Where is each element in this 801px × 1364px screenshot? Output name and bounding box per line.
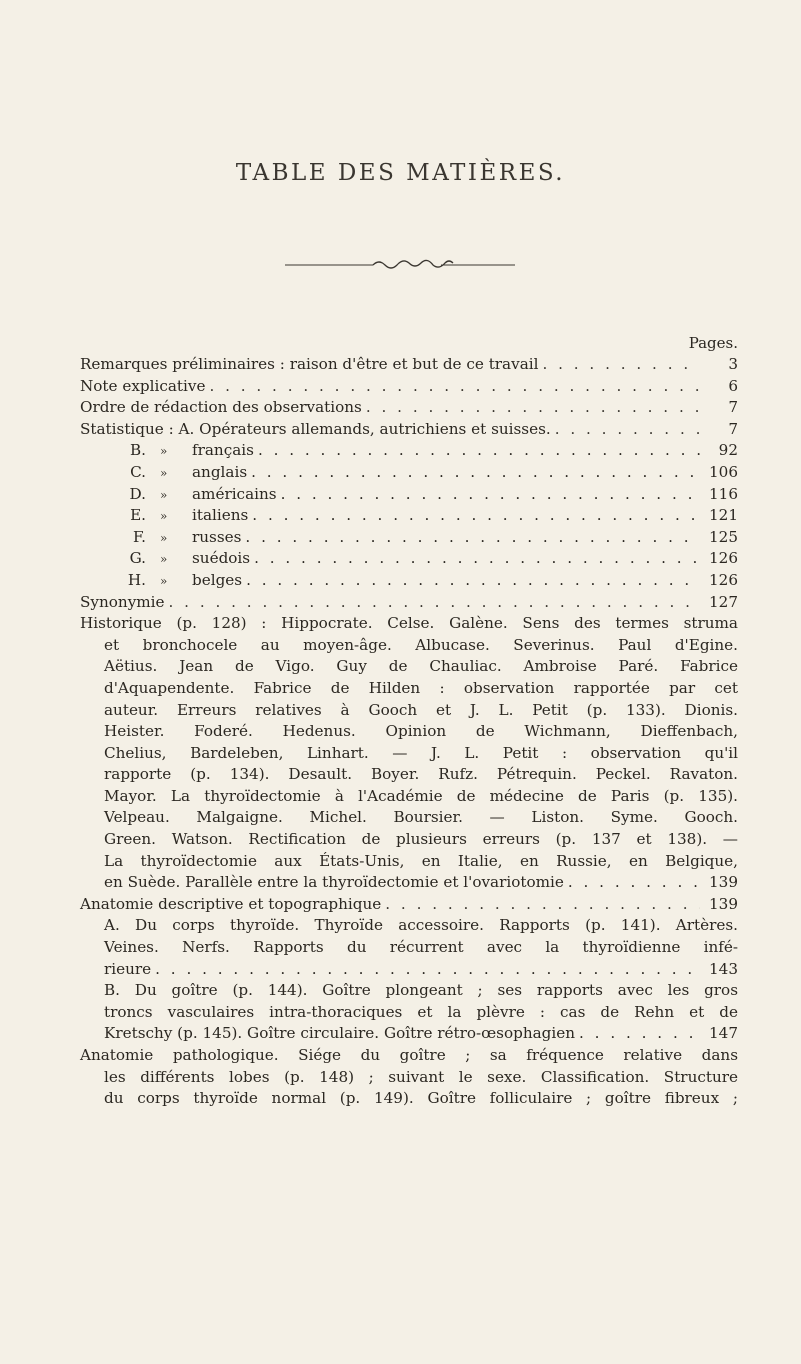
text-line: d'Aquapendente. Fabrice de Hilden : observation rapportée par cet	[104, 678, 738, 697]
text-line-with-page	[80, 872, 738, 894]
page-number: 126	[709, 570, 738, 589]
dot-leader	[568, 872, 700, 894]
page-number: 125	[709, 527, 738, 546]
dot-leader	[252, 505, 700, 527]
dot-leader	[251, 462, 700, 484]
text-line: A. Du corps thyroïde. Thyroïde accessoire. Rapports (p. 141). Artères.	[104, 916, 738, 935]
dot-leader	[169, 592, 700, 614]
text-line: La thyroïdectomie aux États-Unis, en Italie, en Russie, en Belgique,	[104, 851, 738, 870]
text-line: et bronchocele au moyen-âge. Albucase. Severinus. Paul d'Egine.	[104, 635, 738, 654]
dot-leader	[155, 959, 700, 981]
stat-label: russes	[192, 527, 242, 546]
text-line: Chelius, Bardeleben, Linhart. — J. L. Petit : observation qu'il	[104, 743, 738, 762]
stat-letter: H.	[127, 570, 146, 589]
page-number: 143	[709, 959, 738, 978]
stat-row	[80, 548, 738, 570]
dot-leader	[246, 570, 700, 592]
text-line: B. Du goître (p. 144). Goître plongeant ; ses rapports avec les gros	[104, 981, 738, 1000]
page-number: 139	[709, 894, 738, 913]
ditto-mark: »	[160, 530, 168, 545]
text-line: Velpeau. Malgaigne. Michel. Boursier. — Liston. Syme. Gooch.	[104, 808, 738, 827]
text-line: en Suède. Parallèle entre la thyroïdectomie et l'ovariotomie	[104, 873, 564, 892]
text-line-with-page	[104, 1023, 738, 1045]
text-line: auteur. Erreurs relatives à Gooch et J. L. Petit (p. 133). Dionis.	[104, 700, 738, 719]
page-number: 6	[728, 376, 738, 395]
stat-label: italiens	[192, 506, 249, 525]
page-number: 7	[728, 419, 738, 438]
ditto-mark: »	[160, 509, 168, 524]
text-line: Veines. Nerfs. Rapports du récurrent avec la thyroïdienne infé-	[104, 938, 738, 957]
dot-leader	[579, 1023, 700, 1045]
pathologique-paragraph	[80, 1045, 738, 1110]
dot-leader	[258, 440, 700, 462]
page-number: 116	[709, 484, 738, 503]
page-number: 92	[718, 441, 738, 460]
stat-row	[80, 570, 738, 592]
dot-leader	[385, 894, 700, 916]
pages-column-header: Pages.	[688, 334, 738, 352]
ditto-mark: »	[160, 465, 168, 480]
dot-leader	[209, 376, 700, 398]
ornament-divider-icon	[285, 258, 515, 272]
ditto-mark: »	[160, 487, 168, 502]
entry-text: Remarques préliminaires : raison d'être et but de ce travail	[80, 355, 539, 373]
page-number: 147	[709, 1024, 738, 1043]
dot-leader	[254, 548, 700, 570]
dot-leader	[281, 484, 700, 506]
text-line: Aëtius. Jean de Vigo. Guy de Chauliac. Ambroise Paré. Fabrice	[104, 657, 738, 676]
text-line: Kretschy (p. 145). Goître circulaire. Goître rétro-œsophagien	[104, 1024, 576, 1043]
text-line: Green. Watson. Rectification de plusieurs erreurs (p. 137 et 138). —	[104, 830, 738, 849]
stat-letter: D.	[129, 484, 146, 503]
dot-leader	[366, 397, 700, 419]
toc-entry-synonymie	[80, 592, 738, 614]
historique-paragraph	[80, 613, 738, 894]
stat-letter: F.	[133, 527, 146, 546]
text-line: rieure	[104, 959, 152, 978]
text-line-with-page	[104, 959, 738, 981]
ditto-mark: »	[160, 573, 168, 588]
stat-row	[80, 440, 738, 462]
stat-row	[80, 462, 738, 484]
entry-text: Ordre de rédaction des observations	[80, 398, 362, 417]
text-line: Mayor. La thyroïdectomie à l'Académie de médecine de Paris (p. 135).	[104, 786, 738, 805]
dot-leader	[245, 527, 700, 549]
text-line: rapporte (p. 134). Desault. Boyer. Rufz. Pétrequin. Peckel. Ravaton.	[104, 765, 738, 784]
entry-text: Anatomie descriptive et topographique	[80, 894, 382, 913]
page-number: 106	[709, 462, 738, 481]
stat-row	[80, 527, 738, 549]
stat-letter: G.	[129, 549, 146, 568]
toc-entry	[80, 419, 738, 441]
stat-label: belges	[192, 570, 243, 589]
table-of-contents	[80, 354, 738, 1110]
page-number: 126	[709, 549, 738, 568]
toc-entry-anatomie	[80, 894, 738, 916]
page-number: 127	[709, 592, 738, 611]
toc-entry	[80, 354, 738, 376]
text-line: troncs vasculaires intra-thoraciques et la plèvre : cas de Rehn et de	[104, 1002, 738, 1021]
entry-text: Statistique : A. Opérateurs allemands, autrichiens et suisses.	[80, 419, 551, 438]
toc-entry	[80, 397, 738, 419]
text-line: Heister. Foderé. Hedenus. Opinion de Wichmann, Dieffenbach,	[104, 722, 738, 741]
entry-text: Synonymie	[80, 592, 165, 611]
text-line: les différents lobes (p. 148) ; suivant le sexe. Classification. Structure	[104, 1067, 738, 1086]
page-number: 121	[709, 506, 738, 525]
text-line: Anatomie pathologique. Siége du goître ; sa fréquence relative dans	[80, 1046, 738, 1064]
stat-letter: C.	[130, 462, 146, 481]
dot-leader	[542, 354, 700, 376]
page-number: 139	[709, 873, 738, 892]
ditto-mark: »	[160, 444, 168, 459]
stat-letter: E.	[130, 506, 146, 525]
section-a-paragraph	[80, 915, 738, 980]
section-b-paragraph	[80, 980, 738, 1045]
text-line: Historique (p. 128) : Hippocrate. Celse. Galène. Sens des termes struma	[80, 614, 738, 633]
ditto-mark: »	[160, 552, 168, 567]
toc-entry	[80, 376, 738, 398]
stat-label: français	[192, 441, 254, 460]
page-number: 7	[728, 398, 738, 417]
page-title: TABLE DES MATIÈRES.	[235, 160, 566, 186]
text-line: du corps thyroïde normal (p. 149). Goître folliculaire ; goître fibreux ;	[104, 1089, 738, 1108]
stat-label: américains	[192, 484, 277, 503]
entry-text: Note explicative	[80, 376, 206, 395]
stat-label: anglais	[192, 462, 248, 481]
dot-leader	[555, 419, 700, 441]
page-number: 3	[728, 355, 738, 373]
stat-letter: B.	[130, 441, 146, 460]
stat-row	[80, 484, 738, 506]
stat-label: suédois	[192, 549, 251, 568]
stat-row	[80, 505, 738, 527]
